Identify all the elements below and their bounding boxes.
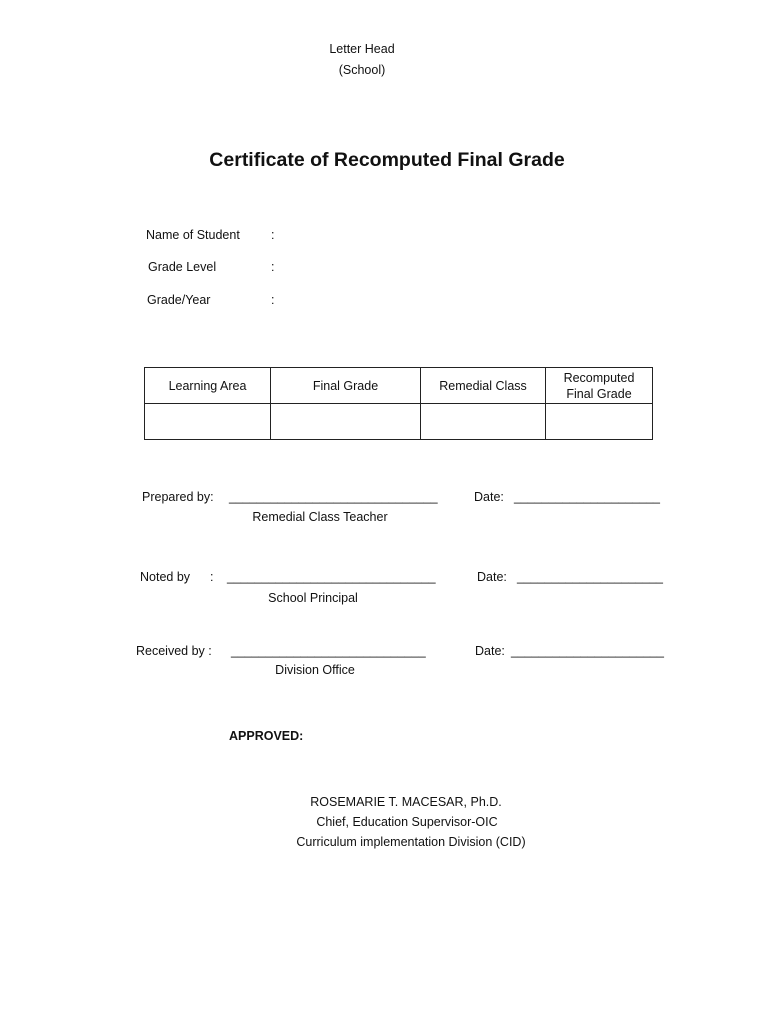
column-header-remedial-class: Remedial Class [421, 368, 546, 404]
column-header-final-grade: Final Grade [271, 368, 421, 404]
noted-by-label: Noted by [140, 570, 191, 584]
approver-position: Chief, Education Supervisor-OIC [316, 815, 498, 829]
prepared-date-label: Date: [474, 490, 504, 504]
table-header-row [145, 368, 653, 404]
field-colon: : [271, 260, 275, 274]
noted-by-colon: : [210, 570, 214, 584]
column-header-recomputed-final-grade-text: Recomputed Final Grade [563, 370, 635, 401]
noted-by-role: School Principal [268, 591, 358, 605]
approver-office: Curriculum implementation Division (CID) [296, 835, 526, 849]
field-label-name-of-student: Name of Student [146, 228, 240, 242]
noted-by-signature-line[interactable]: ______________________________ [227, 570, 436, 584]
column-header-recomputed-final-grade [546, 368, 653, 404]
received-by-label: Received by : [136, 644, 212, 658]
noted-date-line[interactable]: _____________________ [517, 570, 663, 584]
letterhead-line2: (School) [338, 63, 386, 77]
table-cell-recomputed-final-grade[interactable] [546, 404, 653, 440]
letterhead-line1: Letter Head [329, 42, 395, 56]
prepared-by-label: Prepared by: [142, 490, 214, 504]
table-cell-final-grade[interactable] [271, 404, 421, 440]
prepared-by-signature-line[interactable]: ______________________________ [229, 490, 438, 504]
field-colon: : [271, 293, 275, 307]
received-date-line[interactable]: ______________________ [511, 644, 664, 658]
approved-label: APPROVED: [229, 729, 304, 743]
prepared-date-line[interactable]: _____________________ [514, 490, 660, 504]
received-date-label: Date: [475, 644, 505, 658]
field-label-grade-level: Grade Level [148, 260, 217, 274]
table-cell-learning-area[interactable] [145, 404, 271, 440]
table-row [145, 404, 653, 440]
grades-table [144, 367, 653, 440]
page-title: Certificate of Recomputed Final Grade [209, 149, 565, 171]
noted-date-label: Date: [477, 570, 507, 584]
approver-name: ROSEMARIE T. MACESAR, Ph.D. [310, 795, 502, 809]
received-by-signature-line[interactable]: ____________________________ [231, 644, 426, 658]
field-colon: : [271, 228, 275, 242]
received-by-role: Division Office [275, 663, 355, 677]
table-cell-remedial-class[interactable] [421, 404, 546, 440]
field-label-grade-year: Grade/Year [147, 293, 211, 307]
column-header-learning-area: Learning Area [145, 368, 271, 404]
prepared-by-role: Remedial Class Teacher [252, 510, 388, 524]
